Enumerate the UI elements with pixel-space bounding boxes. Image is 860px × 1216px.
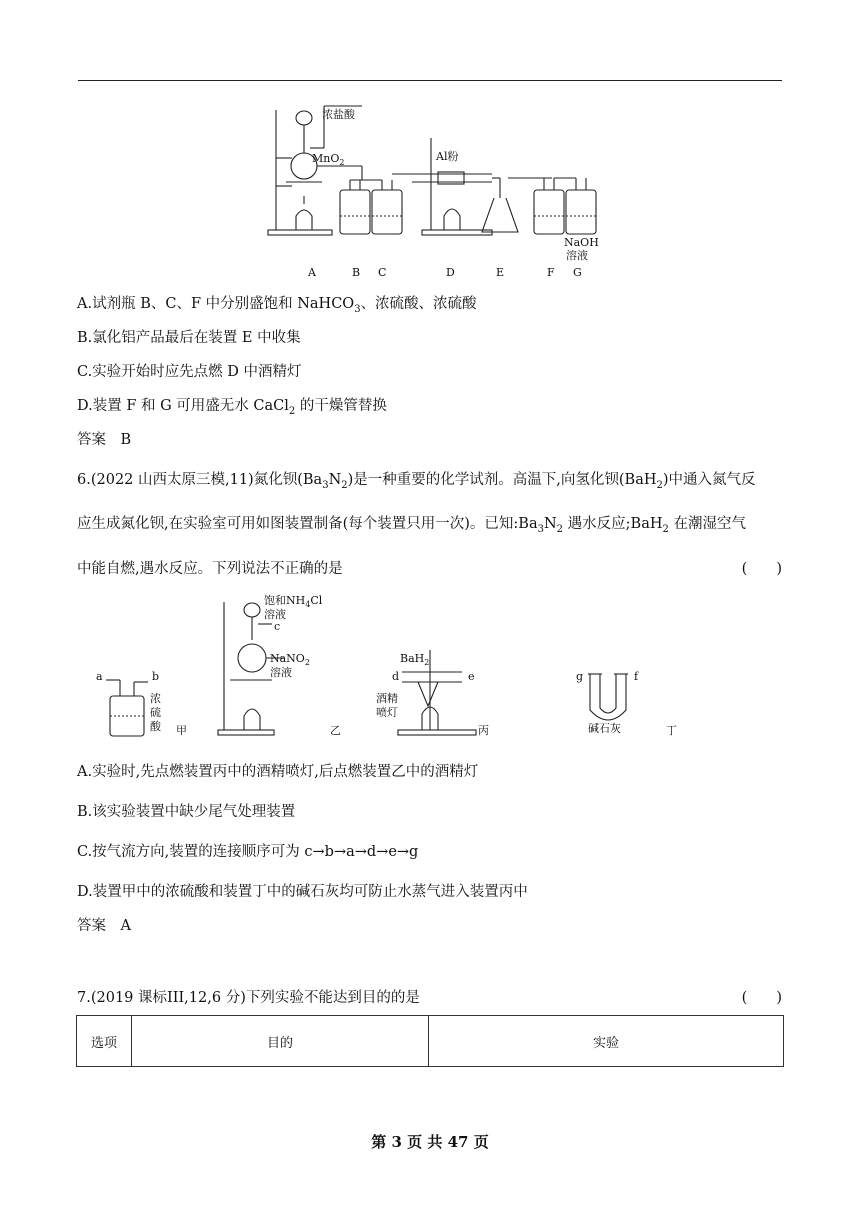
label-acid: 酸 [150,720,161,733]
header-purpose: 目的 [132,1016,429,1067]
label-al-powder: Al粉 [436,150,459,163]
label-b: b [152,670,160,683]
q5-option-a: A.试剂瓶 B、C、F 中分别盛饱和 NaHCO$_3$、浓硫酸、浓硫酸 [77,296,477,315]
q6-option-c: C.按气流方向,装置的连接顺序可为 c→b→a→d→e→g [77,844,419,860]
header-rule [78,80,782,81]
q6-option-d: D.装置甲中的浓硫酸和装置丁中的碱石灰均可防止水蒸气进入装置丙中 [77,884,528,900]
q5-answer: 答案 B [77,432,132,448]
letter-f: F [547,266,555,279]
label-lamp-1: 酒精 [376,692,398,705]
q6-answer-paren: ( ) [741,561,782,577]
letter-d: D [446,266,455,279]
label-conc: 浓 [150,692,161,705]
q6-option-b: B.该实验装置中缺少尾气处理装置 [77,804,296,820]
label-mno2: MnO$_2$ [312,152,345,167]
header-option: 选项 [77,1016,132,1067]
label-bing: 丙 [478,724,489,737]
label-sulfur: 硫 [150,706,161,719]
q6-stem-line2: 应生成氮化钡,在实验室可用如图装置制备(每个装置只用一次)。已知$:Ba_3N_2$ 遇水反应;BaH$_2$ 在潮湿空气 [77,516,746,535]
label-jia: 甲 [176,724,187,737]
q6-option-a: A.实验时,先点燃装置丙中的酒精喷灯,后点燃装置乙中的酒精灯 [77,764,479,780]
q7-answer-paren: ( ) [741,990,782,1006]
apparatus-figure-1 [262,98,602,280]
label-g: g [576,670,584,683]
q6-stem-line3: 中能自燃,遇水反应。下列说法不正确的是 [77,561,343,577]
label-d: d [392,670,400,683]
apparatus-figure-2 [92,590,692,740]
letter-b: B [352,266,361,279]
q7-stem: 7.(2019 课标III,12,6 分)下列实验不能达到目的的是 [77,990,420,1006]
label-hcl: 浓盐酸 [322,108,355,121]
label-nh4cl-solution: 溶液 [264,608,286,621]
label-naoh-solution: 溶液 [566,249,588,262]
label-nano2-solution: 溶液 [270,666,292,679]
q6-stem-line1: 6.(2022 山西太原三模,11)氮化钡$(Ba_3N_2)$是一种重要的化学试剂。高温下,向氢化钡(BaH$_2$)中通入氮气反 [77,472,756,491]
label-yi: 乙 [330,724,341,737]
letter-c: C [378,266,387,279]
q5-option-b: B.氯化铝产品最后在装置 E 中收集 [77,330,301,346]
letter-e: E [496,266,505,279]
q5-option-c: C.实验开始时应先点燃 D 中酒精灯 [77,364,302,380]
q5-option-d: D.装置 F 和 G 可用盛无水 CaCl$_2$ 的干燥管替换 [77,398,387,417]
label-ding: 丁 [666,724,677,737]
label-lamp-2: 喷灯 [376,706,398,719]
label-naoh: NaOH [564,236,599,249]
label-soda-lime: 碱石灰 [588,722,621,735]
q7-table [76,1015,784,1067]
letter-g: G [573,266,582,279]
header-experiment: 实验 [429,1016,784,1067]
label-e: e [468,670,475,683]
table-header-row [77,1016,784,1067]
label-f: f [634,670,639,683]
page-footer: 第 3 页 共 47 页 [371,1133,489,1151]
label-nh4cl: 饱和$NH_4Cl$ [264,594,323,609]
letter-a: A [308,266,316,279]
label-c: c [274,620,281,633]
label-nano2: NaNO$_2$ [270,652,310,667]
label-bah2: BaH$_2$ [400,652,430,667]
q6-answer: 答案 A [77,918,131,934]
label-a: a [96,670,103,683]
